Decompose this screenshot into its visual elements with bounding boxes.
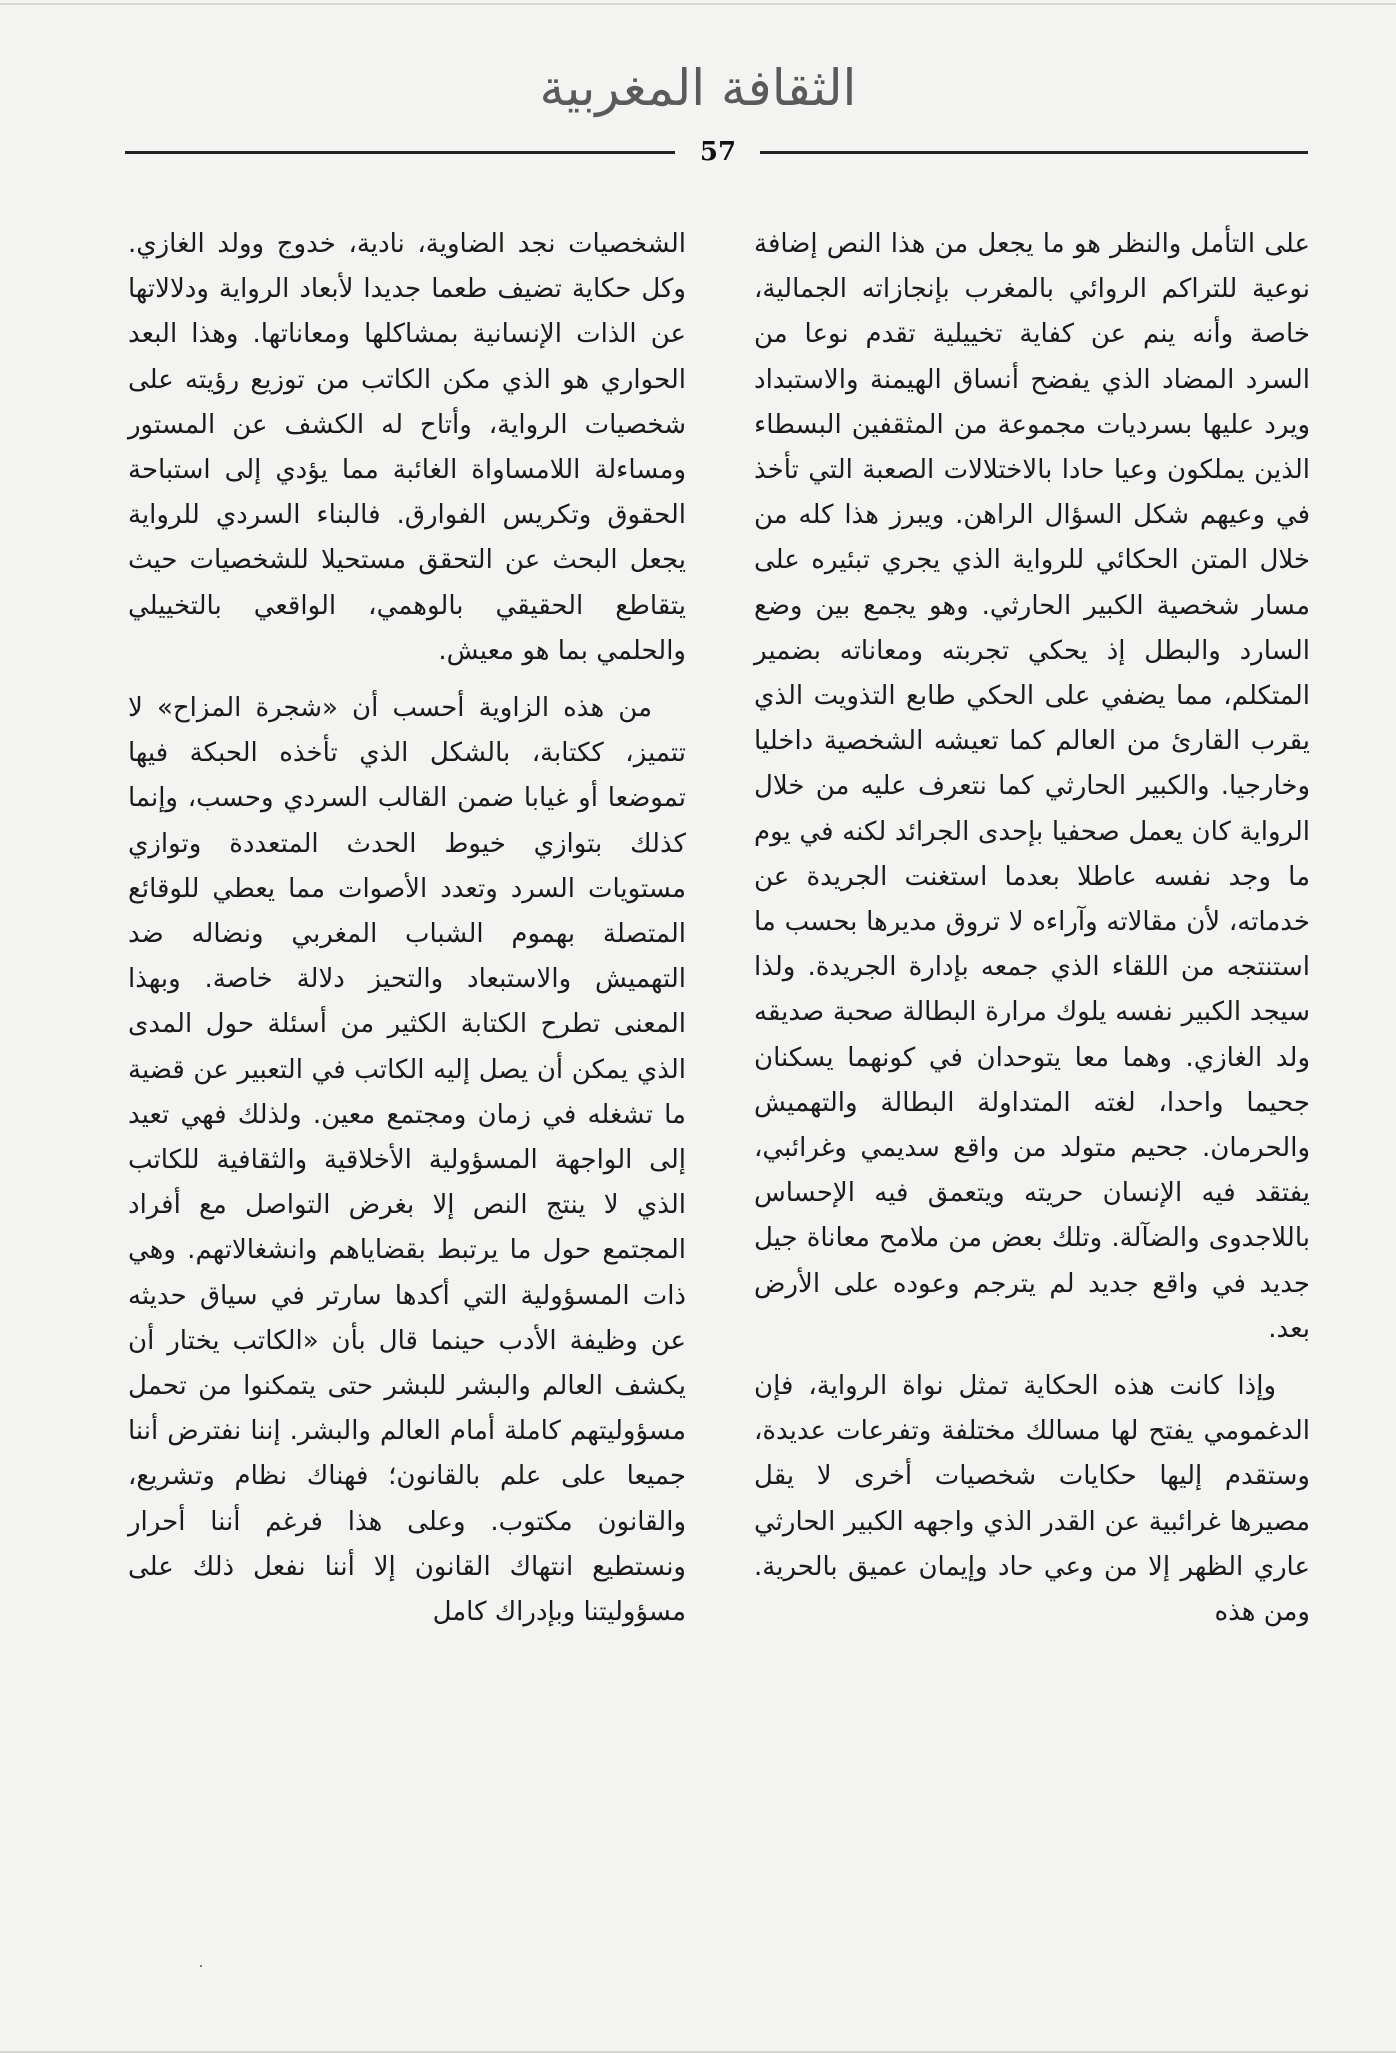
paragraph: وإذا كانت هذه الحكاية تمثل نواة الرواية، فإن الدغمومي يفتح لها مسالك مختلفة وتفرعات عديدة، وستقدم إليها حكايات شخصيات أخرى لا يقل مصيرها غرائبية عن القدر الذي واجهه الكبير الحارثي عاري الظهر إلا من وعي حاد وإيمان عميق بالحرية. ومن هذه	[754, 1371, 1310, 1628]
header-rule-right	[760, 151, 1308, 154]
page-number: 57	[699, 137, 737, 167]
page-top-edge	[0, 3, 1396, 5]
magazine-title: الثقافة المغربية	[539, 59, 857, 117]
paragraph: من هذه الزاوية أحسب أن «شجرة المزاح» لا تتميز، ككتابة، بالشكل الذي تأخذه الحبكة فيها تموضعا أو غيابا ضمن القالب السردي وحسب، وإنما كذلك بتوازي خيوط الحدث المتعددة وتوازي مستويات السرد وتعدد الأصوات مما يعطي للوقائع المتصلة بهموم الشباب المغربي ونضاله ضد التهميش والاستبعاد والتحيز دلالة خاصة. وبهذا المعنى تطرح الكتابة الكثير من أسئلة حول المدى الذي يمكن أن يصل إليه الكاتب في التعبير عن قضية ما تشغله في زمان ومجتمع معين. ولذلك فهي تعيد إلى الواجهة المسؤولية الأخلاقية والثقافية للكاتب الذي لا ينتج النص إلا بغرض التواصل مع أفراد المجتمع حول ما يرتبط بقضاياهم وانشغالاتهم. وهي ذات المسؤولية التي أكدها سارتر في سياق حديثه عن وظيفة الأدب حينما قال بأن «الكاتب يختار أن يكشف العالم والبشر للبشر حتى يتمكنوا من تحمل مسؤوليتهم كاملة أمام العالم والبشر. إننا نفترض أننا جميعا على علم بالقانون؛ فهناك نظام وتشريع، والقانون مكتوب. وعلى هذا فرغم أننا أحرار ونستطيع انتهاك القانون إلا أننا نفعل ذلك على مسؤوليتنا وبإدراك كامل	[128, 693, 686, 1628]
scan-speck	[200, 1965, 202, 1967]
paragraph: على التأمل والنظر هو ما يجعل من هذا النص إضافة نوعية للتراكم الروائي بالمغرب بإنجازاته الجمالية، خاصة وأنه ينم عن كفاية تخييلية تقدم نوعا من السرد المضاد الذي يفضح أنساق الهيمنة والاستبداد ويرد عليها بسرديات مجموعة من المثقفين البسطاء الذين يملكون وعيا حادا بالاختلالات الصعبة التي تأخذ في وعيهم شكل السؤال الراهن. ويبرز هذا كله من خلال المتن الحكائي للرواية الذي يجري تبئيره على مسار شخصية الكبير الحارثي. وهو يجمع بين وضع السارد والبطل إذ يحكي تجربته ومعاناته بضمير المتكلم، مما يضفي على الحكي طابع التذويت الذي يقرب القارئ من العالم كما تعيشه الشخصية داخليا وخارجيا. والكبير الحارثي كما نتعرف عليه من خلال الرواية كان يعمل صحفيا بإحدى الجرائد لكنه في يوم ما وجد نفسه عاطلا بعدما استغنت الجريدة عن خدماته، لأن مقالاته وآراءه لا تروق مديرها بحسب ما استنتجه من اللقاء الذي جمعه بإدارة الجريدة. ولذا سيجد الكبير نفسه يلوك مرارة البطالة صحبة صديقه ولد الغازي. وهما معا يتوحدان في كونهما يسكنان جحيما واحدا، لغته المتداولة البطالة والتهميش والحرمان. جحيم متولد من واقع سديمي وغرائبي، يفتقد فيه الإنسان حريته ويتعمق فيه الإحساس باللاجدوى والضآلة. وتلك بعض من ملامح معاناة جيل جديد في واقع جديد لم يترجم وعوده على الأرض بعد.	[754, 229, 1310, 1344]
article-column-right	[754, 222, 1310, 1635]
article-column-left	[128, 222, 686, 1635]
header-rule-left	[125, 151, 675, 154]
paragraph: الشخصيات نجد الضاوية، نادية، خدوج وولد الغازي. وكل حكاية تضيف طعما جديدا لأبعاد الرواية ودلالاتها عن الذات الإنسانية بمشاكلها ومعاناتها. وهذا البعد الحواري هو الذي مكن الكاتب من توزيع رؤيته على شخصيات الرواية، وأتاح له الكشف عن المستور ومساءلة اللامساواة الغائبة مما يؤدي إلى استباحة الحقوق وتكريس الفوارق. فالبناء السردي للرواية يجعل البحث عن التحقق مستحيلا للشخصيات حيث يتقاطع الحقيقي بالوهمي، الواقعي بالتخييلي والحلمي بما هو معيش.	[128, 229, 686, 666]
